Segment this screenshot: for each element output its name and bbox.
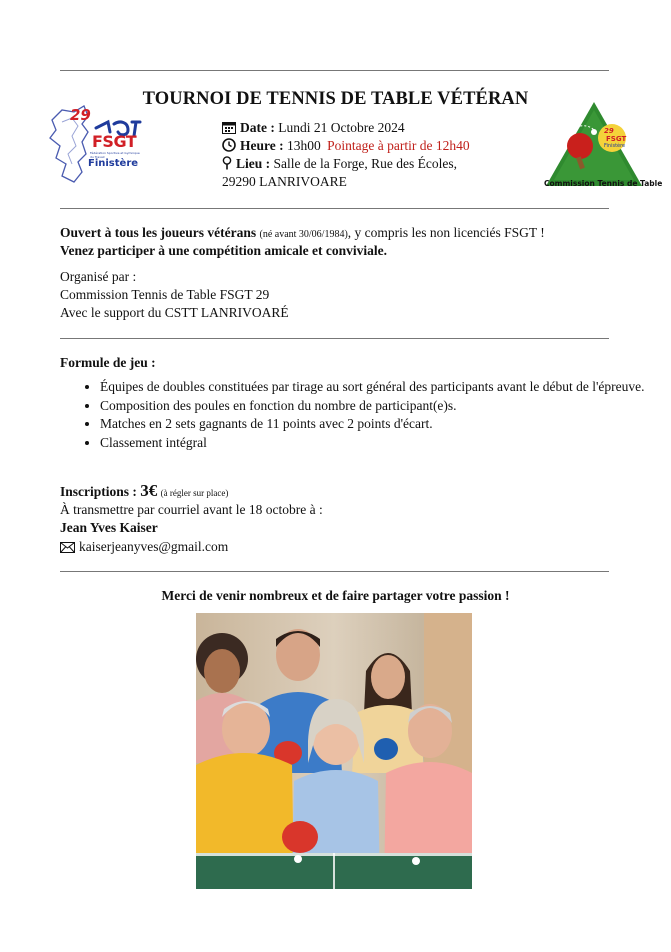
badge-number: 29	[604, 127, 614, 135]
registration-price-note: (à régler sur place)	[160, 488, 229, 498]
pin-icon	[222, 156, 232, 174]
registration-instruction: À transmettre par courriel avant le 18 octobre à :	[60, 502, 323, 517]
logo-small-text: Fédération Sportive et Gymnique du Travail	[90, 151, 140, 159]
time-value: 13h00	[287, 138, 321, 153]
calendar-icon	[222, 121, 236, 138]
formula-item: • Classement intégral	[100, 434, 649, 453]
header-rule	[60, 208, 609, 209]
closing-message: Merci de venir nombreux et de faire partager votre passion !	[161, 588, 510, 603]
top-rule	[60, 70, 609, 71]
place-line1: Salle de la Forge, Rue des Écoles,	[273, 156, 457, 171]
table-tennis-players-photo	[196, 613, 472, 889]
intro-birth-note: (né avant 30/06/1984)	[259, 229, 348, 240]
intro-bold: Ouvert à tous les joueurs vétérans	[60, 225, 257, 240]
organizer-rule	[60, 338, 609, 339]
intro-rest: , y compris les non licenciés FSGT !	[347, 225, 545, 240]
date-value: Lundi 21 Octobre 2024	[278, 120, 405, 135]
formula-item: • Matches en 2 sets gagnants de 11 points avec 2 points d'écart.	[100, 415, 649, 434]
badge-brand: FSGT	[606, 135, 627, 143]
commission-tennis-logo	[544, 100, 663, 192]
organizer-line2: Avec le support du CSTT LANRIVOARÉ	[60, 305, 289, 320]
formula-item: • Équipes de doubles constituées par tirage au sort général des participants avant le début de l'épreuve.	[100, 378, 649, 397]
logo-number: 29	[70, 106, 91, 124]
email-address[interactable]: kaiserjeanyves@gmail.com	[79, 539, 229, 554]
fsgt-finistere-logo	[48, 102, 144, 186]
place-line2: 29290 LANRIVOARE	[222, 174, 347, 189]
badge-region: Finistère	[604, 143, 626, 149]
intro-line1	[60, 225, 545, 241]
date-label: Date :	[240, 120, 275, 135]
registration-price: 3€	[140, 481, 158, 500]
place-label: Lieu :	[236, 156, 271, 171]
registration-line	[60, 481, 228, 501]
place-line	[222, 156, 457, 174]
intro-line2: Venez participer à une compétition amicale et conviviale.	[60, 243, 387, 258]
logo-caption: Commission Tennis de Table	[544, 179, 663, 188]
logo-brand: FSGT	[92, 132, 137, 151]
logo-region: Finistère	[88, 158, 139, 169]
page-title: TOURNOI DE TENNIS DE TABLE VÉTÉRAN	[142, 89, 529, 109]
organizer-line1: Commission Tennis de Table FSGT 29	[60, 287, 270, 302]
time-label: Heure :	[240, 138, 284, 153]
time-line	[222, 138, 470, 156]
formula-item: • Composition des poules en fonction du nombre de participant(e)s.	[100, 397, 649, 416]
checkin-text: Pointage à partir de 12h40	[327, 138, 470, 153]
formula-list	[60, 378, 649, 452]
organizer-label: Organisé par :	[60, 269, 137, 284]
date-line	[222, 120, 405, 138]
registration-rule	[60, 571, 609, 572]
registration-label: Inscriptions :	[60, 484, 137, 499]
envelope-icon	[60, 541, 75, 557]
email-line[interactable]	[60, 539, 228, 557]
contact-name: Jean Yves Kaiser	[60, 520, 158, 535]
clock-icon	[222, 138, 236, 156]
formula-heading: Formule de jeu :	[60, 355, 156, 370]
